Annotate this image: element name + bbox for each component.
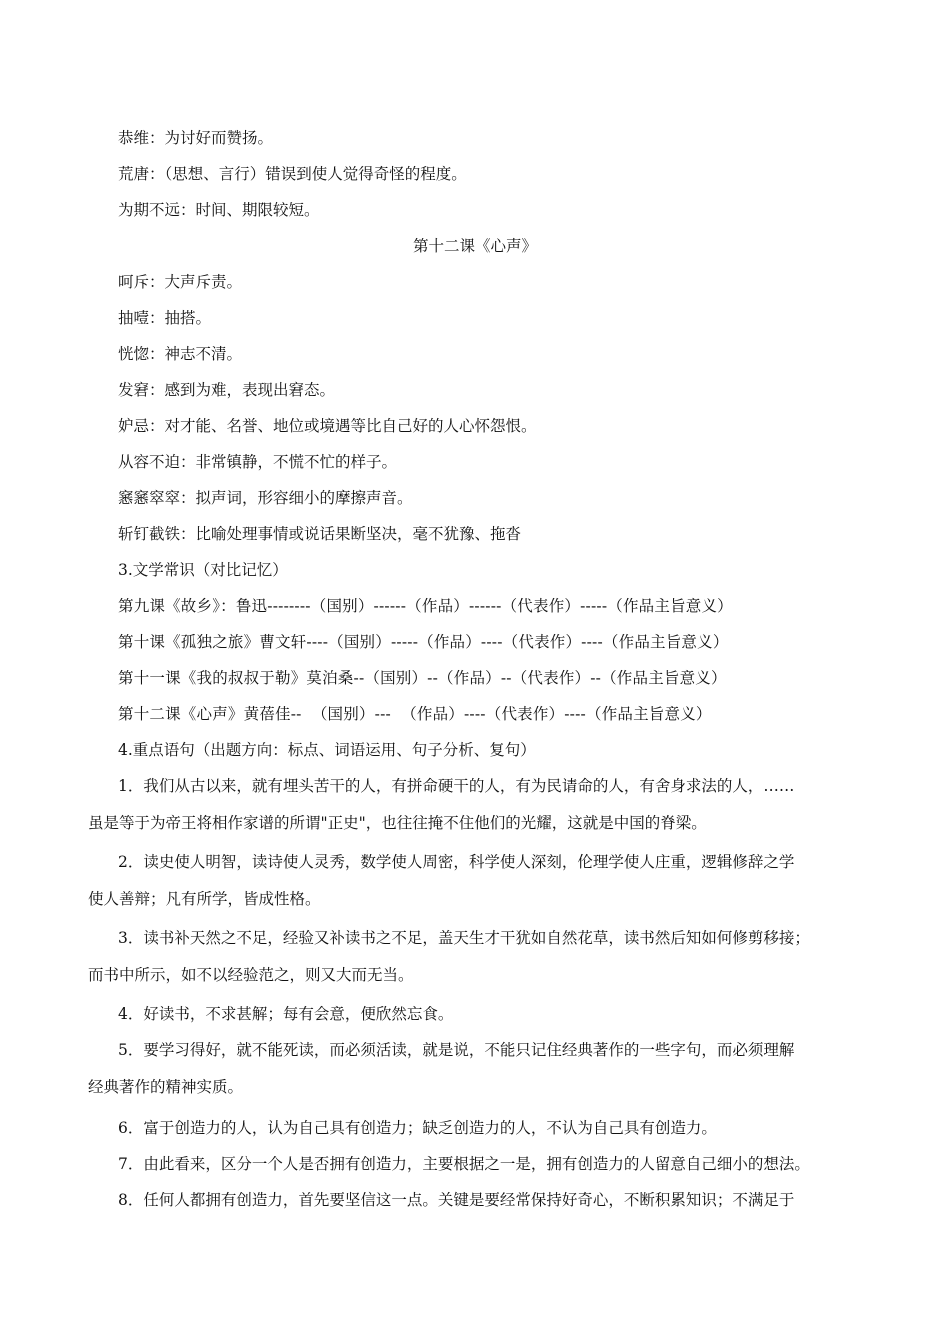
sentence-6-line1: 6．富于创造力的人，认为自己具有创造力；缺乏创造力的人，不认为自己具有创造力。	[118, 1119, 717, 1137]
vocab-zhandingjietie: 斩钉截铁：比喻处理事情或说话果断坚决，毫不犹豫、拖沓	[118, 525, 522, 543]
vocab-fajiong: 发窘：感到为难，表现出窘态。	[118, 381, 336, 399]
sentence-4-line1: 4．好读书，不求甚解；每有会意，便欣然忘食。	[118, 1005, 454, 1023]
literary-lesson10: 第十课《孤独之旅》曹文轩----（国别）-----（作品）----（代表作）----（作品主旨意义）	[118, 633, 729, 651]
sentence-2-line2: 使人善辩；凡有所学，皆成性格。	[88, 890, 321, 908]
sentence-8	[88, 1190, 864, 1210]
sentence-1-line2: 虽是等于为帝王将相作家谱的所谓"正史"，也往往掩不住他们的光耀，这就是中国的脊梁。	[88, 814, 707, 832]
vocab-huangtang: 荒唐：（思想、言行）错误到使人觉得奇怪的程度。	[118, 165, 467, 183]
vocab-huanghu: 恍惚：神志不清。	[118, 345, 243, 363]
sentence-3-line1: 3．读书补天然之不足，经验又补读书之不足，盖天生才干犹如自然花草，读书然后知如何修剪移接；	[118, 929, 810, 947]
sentence-5-line1: 5．要学习得好，就不能死读，而必须活读，就是说，不能只记住经典著作的一些字句，而必须理解	[118, 1041, 795, 1059]
sentence-5-line2: 经典著作的精神实质。	[88, 1078, 244, 1096]
sentence-3-line2: 而书中所示，如不以经验范之，则又大而无当。	[88, 966, 414, 984]
section-key-sentences-heading: 4.重点语句（出题方向：标点、词语运用、句子分析、复句）	[118, 741, 536, 759]
lesson12-heading: 第十二课《心声》	[412, 237, 537, 255]
vocab-xixisusu: 窸窸窣窣：拟声词，形容细小的摩擦声音。	[118, 489, 413, 507]
sentence-7-line1: 7．由此看来，区分一个人是否拥有创造力，主要根据之一是，拥有创造力的人留意自己细小的想法。	[118, 1155, 810, 1173]
sentence-1-line1: 1．我们从古以来，就有埋头苦干的人，有拼命硬干的人，有为民请命的人，有舍身求法的人，……	[118, 777, 795, 795]
literary-lesson9: 第九课《故乡》：鲁迅--------（国别）------（作品）------（代表作）-----（作品主旨意义）	[118, 597, 733, 615]
sentence-3	[88, 928, 864, 985]
literary-lesson12: 第十二课《心声》黄蓓佳-- （国别）--- （作品）----（代表作）----（作品主旨意义）	[118, 705, 712, 723]
vocab-duji: 妒忌：对才能、名誉、地位或境遇等比自己好的人心怀怨恨。	[118, 417, 537, 435]
vocab-weiqibuyuan: 为期不远：时间、期限较短。	[118, 201, 320, 219]
sentence-2	[88, 852, 864, 909]
vocab-chouye: 抽噎：抽搭。	[118, 309, 212, 327]
literary-lesson11: 第十一课《我的叔叔于勒》莫泊桑--（国别）--（作品）--（代表作）--（作品主旨意义）	[118, 669, 727, 687]
vocab-gongwei: 恭维：为讨好而赞扬。	[118, 129, 274, 147]
sentence-2-line1: 2．读史使人明智，读诗使人灵秀，数学使人周密，科学使人深刻，伦理学使人庄重，逻辑修辞之学	[118, 853, 795, 871]
vocab-hechi: 呵斥：大声斥责。	[118, 273, 243, 291]
vocab-congrongbupo: 从容不迫：非常镇静，不慌不忙的样子。	[118, 453, 398, 471]
section-literary-knowledge-heading: 3.文学常识（对比记忆）	[118, 561, 288, 579]
sentence-5	[88, 1040, 864, 1097]
sentence-6	[88, 1118, 864, 1138]
sentence-8-line1: 8．任何人都拥有创造力，首先要坚信这一点。关键是要经常保持好奇心，不断积累知识；不满足于	[118, 1191, 795, 1209]
sentence-7	[88, 1154, 864, 1174]
sentence-1	[88, 776, 864, 833]
sentence-4	[88, 1004, 864, 1024]
